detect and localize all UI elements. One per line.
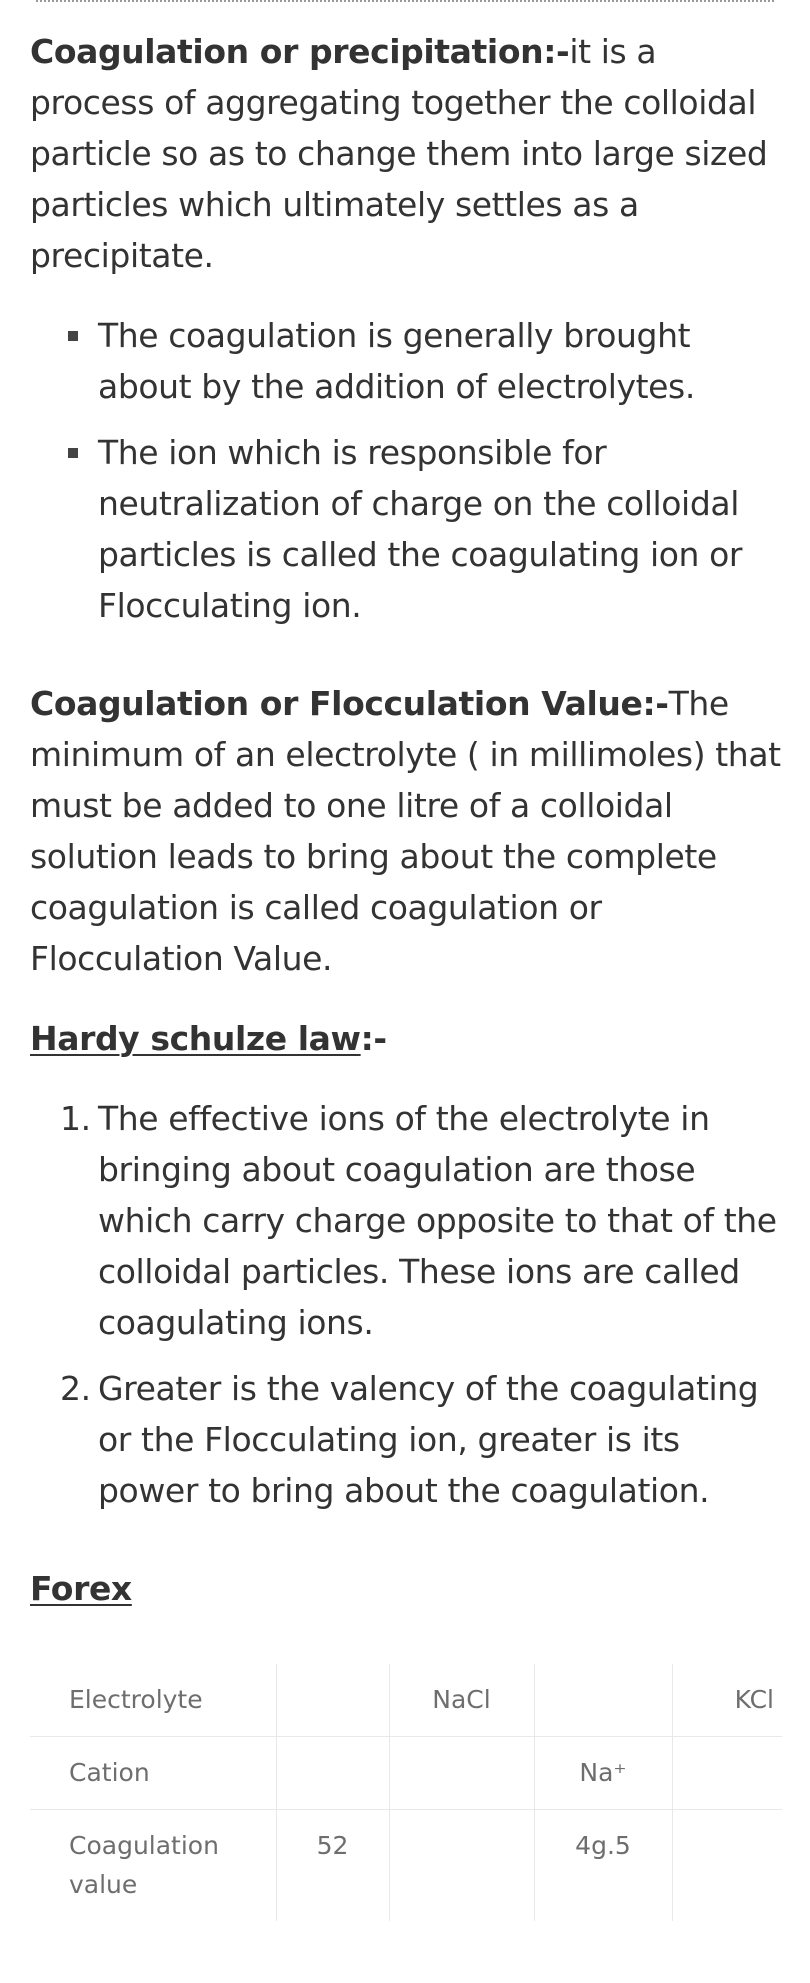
square-bullet-icon: [68, 448, 78, 458]
table-cell: [276, 1737, 389, 1810]
table-cell: Coagulation value: [69, 1831, 219, 1899]
hardy-schulze-heading: [30, 1013, 782, 1064]
forex-title: Forex: [30, 1569, 132, 1608]
list-item-text: The coagulation is generally brought about by the addition of electrolytes.: [98, 316, 695, 406]
top-divider: [36, 0, 774, 2]
article-content: [30, 26, 782, 1614]
table-cell: [389, 1737, 534, 1810]
flocculation-value-term: Coagulation or Flocculation Value:-: [30, 684, 669, 723]
hardy-schulze-suffix: :-: [360, 1019, 387, 1058]
coagulation-term: Coagulation or precipitation:-: [30, 32, 570, 71]
coagulation-definition: it is a process of aggregating together the colloidal particle so as to change them into large sized particles which ultimately settles as a precipitate.: [30, 32, 768, 275]
table-cell: [276, 1664, 389, 1737]
table-cell: [389, 1810, 534, 1922]
flocculation-value-definition: The minimum of an electrolyte ( in millimoles) that must be added to one litre of a colloidal solution leads to bring about the complete coagulation is called coagulation or Flocculation Value.: [30, 684, 781, 978]
coagulation-paragraph: [30, 26, 782, 281]
list-item-text: Greater is the valency of the coagulating or the Flocculating ion, greater is its power to bring about the coagulation.: [98, 1369, 759, 1510]
table-row: [30, 1810, 782, 1922]
list-item-text: The ion which is responsible for neutralization of charge on the colloidal particles is called the coagulating ion or Flocculating ion.: [98, 433, 743, 625]
forex-heading: [30, 1563, 782, 1614]
table-cell: NaCl: [389, 1664, 534, 1737]
hardy-schulze-title: Hardy schulze law: [30, 1019, 361, 1058]
table-cell: [672, 1737, 782, 1810]
forex-table: [30, 1664, 782, 1921]
table-cell: Na⁺: [534, 1737, 672, 1810]
list-number: 1.: [60, 1099, 91, 1138]
table-cell: 4g.5: [534, 1810, 672, 1922]
square-bullet-icon: [68, 331, 78, 341]
coagulation-points: [30, 310, 782, 631]
table-cell: Electrolyte: [30, 1664, 276, 1737]
table-cell: [534, 1664, 672, 1737]
list-item-text: The effective ions of the electrolyte in bringing about coagulation are those which carry charge opposite to that of the colloidal particles. These ions are called coagulating ions.: [98, 1099, 777, 1342]
table-row: [30, 1737, 782, 1810]
table-cell: 52: [276, 1810, 389, 1922]
list-item: [30, 1363, 782, 1516]
list-item: [30, 1093, 782, 1348]
table-cell: [672, 1810, 782, 1922]
table-cell: Cation: [30, 1737, 276, 1810]
hardy-schulze-rules: [30, 1093, 782, 1516]
table-cell: KCl: [672, 1664, 782, 1737]
list-number: 2.: [60, 1369, 91, 1408]
table-row: [30, 1664, 782, 1737]
flocculation-value-paragraph: [30, 678, 782, 984]
list-item: [30, 310, 782, 412]
list-item: [30, 427, 782, 631]
